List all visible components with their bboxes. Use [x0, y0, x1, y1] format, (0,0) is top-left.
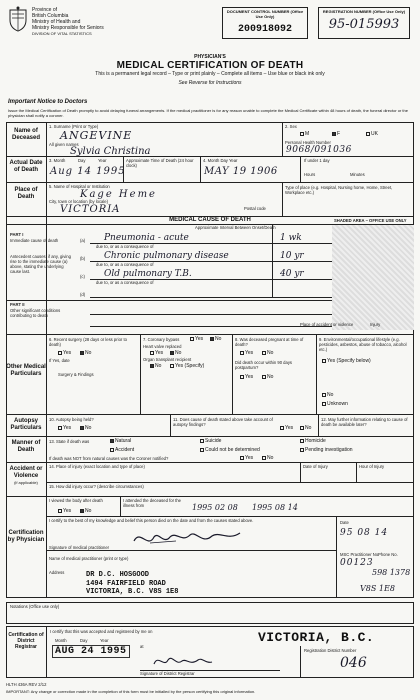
signature-label: Signature of medical practitioner [49, 545, 110, 550]
doc-control-box [222, 7, 308, 39]
address-line-1: 1494 FAIRFIELD ROAD [86, 579, 166, 588]
row-label-autopsy: Autopsy Particulars [10, 418, 42, 431]
province-line: Ministry Responsible for Seniors [32, 25, 104, 31]
viewed-body-label: I viewed the body after death [49, 498, 103, 503]
place-of-accident-label: Place of accident or violence [300, 322, 354, 327]
row-label-death-date: Actual Date of Death [9, 160, 43, 173]
province-line: British Columbia [32, 13, 69, 19]
postal-code-label: Postal code [244, 206, 266, 211]
sex-label: 2. Sex [285, 124, 297, 129]
interval-label: Approximate Interval Between Onset/Death [195, 225, 276, 230]
reg-district-value: 046 [340, 655, 367, 671]
phn-label: Personal Health Number [285, 140, 331, 145]
attended-label: I attended the deceased for the illness from [123, 498, 181, 508]
manner-undetermined[interactable]: Could not be determined [200, 447, 260, 453]
q13-label: 13. State if death was [49, 439, 90, 444]
part1-label: PART I [10, 232, 24, 237]
q7-label: 7. Coronary bypass [143, 337, 180, 342]
q7-yes[interactable]: Yes [190, 336, 203, 342]
manner-suicide[interactable]: Suicide [200, 438, 221, 444]
city-label: City, town or location (by locale) [49, 199, 109, 204]
doc-control-number: 200918092 [237, 24, 292, 35]
coroner-yes[interactable]: Yes [240, 455, 253, 461]
registration-label: REGISTRATION NUMBER (Office Use Only) [322, 9, 406, 14]
registration-date-stamp: AUG 24 1995 [52, 645, 130, 658]
surname-label: 1. Surname (Print or Type) [49, 124, 99, 129]
q6-no[interactable]: No [80, 350, 91, 356]
reg-district-label: Registration District Number [304, 648, 357, 653]
notice-body: Issue the Medical Certification of Death promptly to avoid delaying funeral arrangements. If the medical practitioner is for any reason unable to complete the Medical Certificate within 48 hours of death, the funeral director or the physician shall notify a coroner. [8, 108, 408, 118]
form-title: MEDICAL CERTIFICATION OF DEATH [116, 60, 304, 71]
cause-a-text: Pneumonia - acute [104, 233, 189, 243]
q9-yes[interactable]: Yes (Specify below) [322, 358, 371, 364]
q8-within-no[interactable]: No [262, 374, 273, 380]
q8-yes[interactable]: Yes [240, 350, 253, 356]
due-to-label: due to, or as a consequence of [96, 280, 154, 285]
q8-no[interactable]: No [262, 350, 273, 356]
practitioner-name: DR D.C. HOSGOOD [86, 571, 150, 579]
q8-within-yes[interactable]: Yes [240, 374, 253, 380]
important-footer: IMPORTANT: Any change or correction made in the completion of this form must be initialled by the person certifying this original information. [6, 689, 256, 694]
hours-label: Hours [304, 172, 316, 177]
postal-code-value: V8S 1E8 [360, 584, 395, 593]
q11-no[interactable]: No [300, 425, 311, 431]
part2-sub: Other significant conditions contributing to death [10, 308, 61, 318]
doc-control-label: DOCUMENT CONTROL NUMBER (Office Use Only) [226, 9, 304, 19]
physician-signature [130, 527, 250, 549]
q10-no[interactable]: No [80, 425, 91, 431]
cert-date-value: 95 08 14 [340, 528, 389, 538]
row-label-deceased: Name of Deceased [11, 128, 41, 141]
cause-section-title: MEDICAL CAUSE OF DEATH [169, 217, 251, 223]
q11-label: 11. Does cause of death stated above take account of autopsy findings? [173, 417, 273, 427]
q6-label: 6. Recent surgery (28 days or less prior to death) [49, 337, 127, 347]
phone-value: 598 1378 [372, 568, 411, 577]
part2-label: PART II [10, 302, 25, 307]
q10-yes[interactable]: Yes [58, 425, 71, 431]
office-use-title: SHADED AREA – OFFICE USE ONLY [334, 218, 407, 223]
msc-value: 00123 [340, 558, 374, 568]
notice-heading: Important Notice to Doctors [8, 99, 88, 105]
part1-sub: Immediate cause of death [10, 238, 59, 243]
cert-date-label: Date [340, 520, 349, 525]
due-to-label: due to, or as a consequence of [96, 262, 154, 267]
row-label-certification: Certification by Physician [7, 530, 45, 543]
surname-value: ANGEVINE [60, 129, 133, 142]
registrar-sig-label: Signature of District Registrar [140, 671, 195, 676]
manner-accident[interactable]: Accident [110, 447, 134, 453]
given-names-value: Sylvia Christina [70, 146, 151, 157]
date-of-injury-label: Date of Injury [303, 464, 328, 469]
row-label-other: Other Medical Particulars [6, 364, 46, 377]
registration-box [318, 7, 410, 39]
row-label-accident: Accident or Violence (if applicable) [9, 466, 43, 485]
cause-c-text: Old pulmonary T.B. [104, 269, 192, 279]
cause-letter-c: (c) [80, 274, 85, 279]
q7-organ-label: Organ transplant recipient [143, 357, 192, 362]
manner-homicide[interactable]: Homicide [300, 438, 326, 444]
province-line: Province of [32, 7, 58, 13]
row-label-place: Place of Death [14, 187, 38, 200]
phone-label: Phone No. [378, 552, 398, 557]
death-time-label: Approximate Time of Death (24 hour clock) [126, 158, 194, 168]
death-month-label: 3. Month [49, 158, 66, 163]
injury-label: Injury [370, 322, 381, 327]
q8-label: 8. Was deceased pregnant at time of death? [235, 337, 304, 347]
death-year-label: Year [98, 158, 107, 163]
q6-yes[interactable]: Yes [58, 350, 71, 356]
birth-date-label: 4. Month Day Year [203, 158, 238, 163]
q7-organ-yes[interactable]: Yes (Specify) [170, 363, 204, 369]
cause-letter-a: (a) [80, 238, 86, 243]
registrar-month-label: Month [55, 638, 67, 643]
q15-label: 15. How did injury occur? (describe circumstances) [49, 484, 144, 489]
attended-from-value: 1995 02 08 [192, 503, 238, 512]
q9-no[interactable]: No [322, 392, 333, 398]
registrar-year-label: Year [100, 638, 109, 643]
province-header [32, 7, 142, 36]
q11-yes[interactable]: Yes [280, 425, 293, 431]
notations-box [6, 602, 414, 624]
province-line: Ministry of Health and [32, 19, 81, 25]
antecedent-label: Antecedent causes, if any, giving rise to the immediate cause (a) above, stating the underlying cause last. [10, 254, 71, 274]
manner-natural[interactable]: Natural [110, 438, 131, 444]
practitioner-stamp [86, 571, 178, 597]
manner-pending[interactable]: Pending investigation [300, 447, 353, 453]
phn-value: 9068/091036 [286, 145, 352, 155]
sex-female[interactable]: F [332, 131, 340, 137]
birth-date-value: MAY 19 1906 [204, 166, 278, 177]
hospital-value: Kage Heme [80, 189, 157, 200]
q9-label: 9. Environmental/occupational lifestyle (e.g. pesticides, asbestos, abuse of tobacco, alcohol etc.) [319, 337, 407, 352]
certify-statement: I certify to the best of my knowledge and belief this person died on the date and from the causes stated above. [49, 518, 254, 523]
cause-letter-d: (d) [80, 292, 86, 297]
coroner-note: If death was NOT from natural causes was the Coroner notified? [49, 456, 169, 461]
q7-organ-no[interactable]: No [150, 363, 161, 369]
q10-label: 10. Autopsy being held? [49, 417, 94, 422]
registration-city-stamp: VICTORIA, B.C. [258, 630, 375, 645]
notations-label: Notations (Office use only) [10, 604, 60, 609]
q7-heart-yes[interactable]: Yes [150, 350, 163, 356]
viewed-yes[interactable]: Yes [58, 508, 71, 514]
cause-c-interval: 40 yr [280, 269, 304, 279]
see-reverse: See Reverse for Instructions [178, 80, 242, 86]
cause-a-interval: 1 wk [280, 233, 302, 243]
q8-within-label: Did death occur within 90 days postpartum? [235, 360, 293, 370]
city-value: VICTORIA [60, 204, 121, 215]
address-label: Address [49, 570, 65, 575]
minutes-label: Minutes [350, 172, 365, 177]
registrar-day-label: Day [80, 638, 88, 643]
q12-label: 12. May further information relating to cause of death be available later? [321, 417, 408, 427]
hour-of-injury-label: Hour of Injury [359, 464, 385, 469]
attended-to-value: 1995 08 14 [252, 503, 298, 512]
form-code: HLTH 436A REV 2/12 [6, 682, 47, 687]
q7-heart-label: Heart valve replaced [143, 344, 182, 349]
q9-unknown[interactable]: Unknown [322, 401, 348, 407]
address-line-2: VICTORIA, B.C. V8S 1E8 [86, 588, 179, 596]
row-label-registrar: Certification of District Registrar [8, 632, 44, 650]
registration-number: 95-015993 [328, 17, 400, 32]
cause-letter-b: (b) [80, 256, 86, 261]
given-names-label: All given names [49, 142, 79, 147]
bc-crest-logo [8, 6, 28, 32]
form-title-block [0, 54, 420, 86]
form-subtitle: This is a permanent legal record – Type or print plainly – Complete all items – Use blue or black ink only [95, 71, 325, 77]
registrar-at: at [140, 644, 144, 649]
msc-label: MSC Practitioner No. [340, 552, 380, 557]
sex-male[interactable]: M [300, 131, 309, 137]
registrar-signature [150, 652, 230, 670]
registrar-certify: I certify that this was accepted and registered by me on [50, 629, 153, 634]
hospital-label: 5. Name of Hospital or Institution [49, 184, 110, 189]
practitioner-name-label: Name of medical practitioner (print or type) [49, 556, 129, 561]
under-one-day-label: If under 1 day [304, 158, 330, 163]
q7-no[interactable]: No [210, 336, 221, 342]
due-to-label: due to, or as a consequence of [96, 244, 154, 249]
q6-surgery-label: Surgery & Findings [58, 372, 94, 377]
division-label: DIVISION OF VITAL STATISTICS [32, 31, 92, 36]
q14-label: 14. Place of injury (exact location and type of place) [49, 464, 145, 469]
row-label-manner: Manner of Death [11, 440, 41, 453]
form-kicker: PHYSICIAN'S [194, 54, 226, 60]
viewed-no[interactable]: No [80, 508, 91, 514]
death-date-value: Aug 14 1995 [50, 166, 126, 177]
place-type-label: Type of place (e.g. Hospital, Nursing home, Home, Street, Workplace etc.) [285, 185, 393, 195]
q6-date-label: If Yes, date [49, 358, 70, 363]
sex-unknown[interactable]: UK [366, 131, 378, 137]
office-shaded-area [332, 224, 414, 330]
death-day-label: Day [78, 158, 86, 163]
cause-b-interval: 10 yr [280, 251, 304, 261]
cause-b-text: Chronic pulmonary disease [104, 251, 229, 261]
q7-heart-no[interactable]: No [170, 350, 181, 356]
coroner-no[interactable]: No [262, 455, 273, 461]
